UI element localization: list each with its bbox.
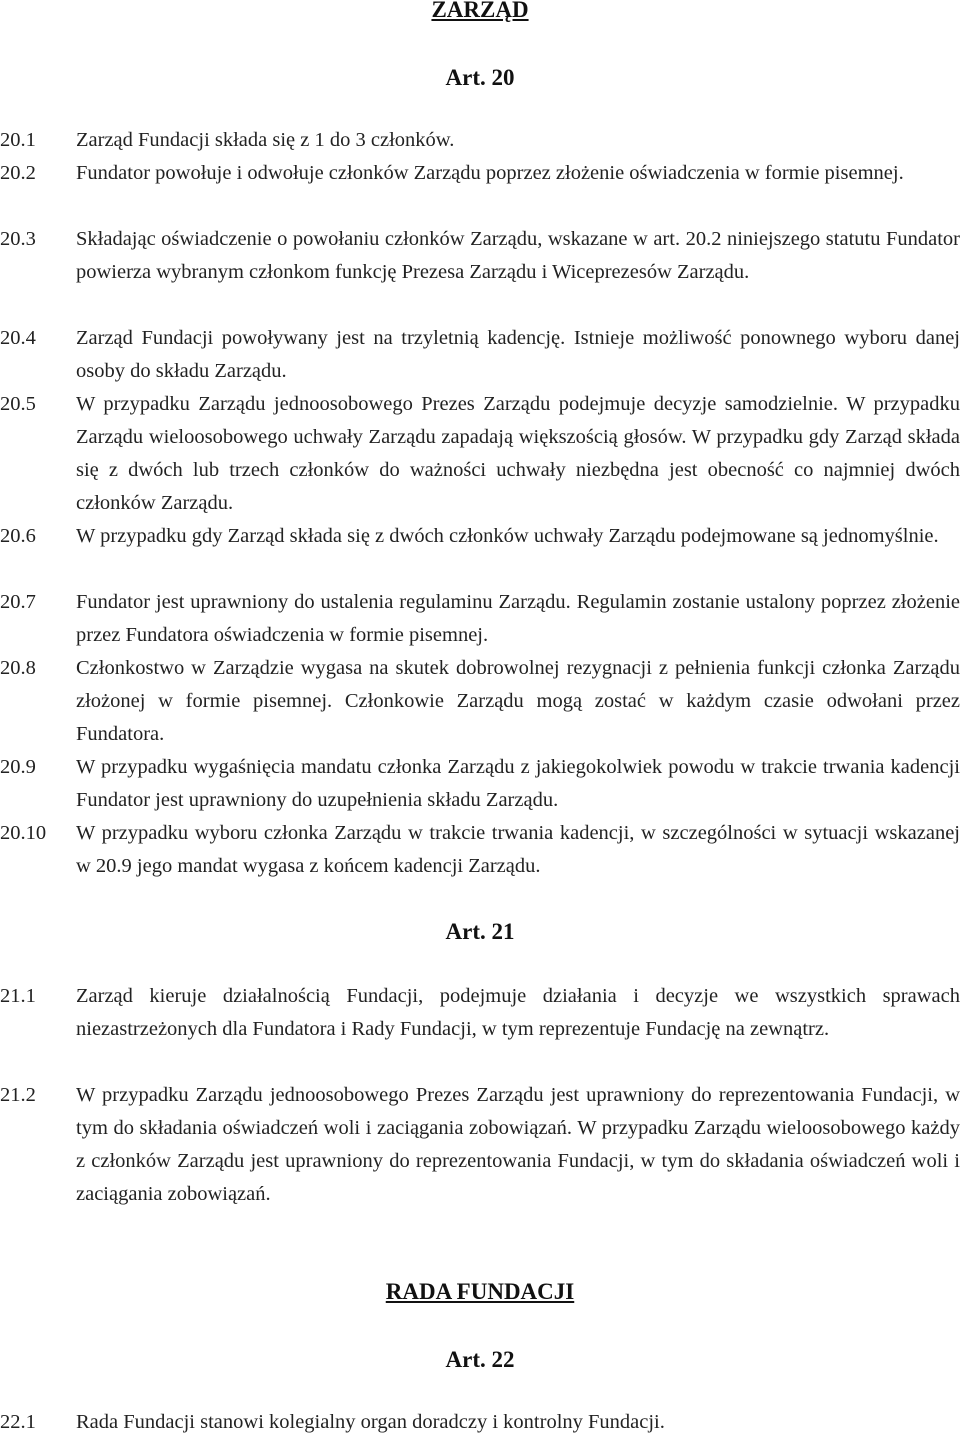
paragraph-text: W przypadku Zarządu jednoosobowego Prezes Zarządu jest uprawniony do reprezentowania Fundacji, w tym do składania oświadczeń woli i zaciągania zobowiązań. W przypadku Zarządu wieloosobowego każdy z członków Zarządu jest uprawniony do reprezentowania Fundacji, w tym do składania oświadczeń woli i zaciągania zobowiązań. [76, 1084, 960, 1205]
paragraph-text: Składając oświadczenie o powołaniu członków Zarządu, wskazane w art. 20.2 niniejszego statutu Fundator powierza wybranym członkom funkcję Prezesa Zarządu i Wiceprezesów Zarządu. [76, 228, 960, 283]
article-title-21: Art. 21 [445, 919, 515, 944]
paragraph-text: Zarząd Fundacji składa się z 1 do 3 członków. [76, 129, 455, 151]
paragraph-text: W przypadku wygaśnięcia mandatu członka Zarządu z jakiegokolwiek powodu w trakcie trwania kadencji Fundator jest uprawniony do uzupełnienia składu Zarządu. [76, 756, 960, 811]
paragraph-number: 20.4 [0, 327, 36, 349]
paragraph-text: Członkostwo w Zarządzie wygasa na skutek dobrowolnej rezygnacji z pełnienia funkcji członka Zarządu złożonej w formie pisemnej. Członkowie Zarządu mogą zostać w każdym czasie odwołani przez Fundatora. [76, 657, 960, 745]
paragraph-number: 21.1 [0, 985, 36, 1007]
paragraph-text: W przypadku wyboru członka Zarządu w trakcie trwania kadencji, w szczególności w sytuacji wskazanej w 20.9 jego mandat wygasa z końcem kadencji Zarządu. [76, 822, 960, 877]
paragraph-number: 20.7 [0, 591, 36, 613]
paragraph-number: 20.6 [0, 525, 36, 547]
paragraph-text: Fundator jest uprawniony do ustalenia regulaminu Zarządu. Regulamin zostanie ustalony poprzez złożenie przez Fundatora oświadczenia w formie pisemnej. [76, 591, 960, 646]
paragraph-number: 20.1 [0, 129, 36, 151]
section-title-rada-fundacji: RADA FUNDACJI [385, 1279, 575, 1304]
paragraph-21-2 [0, 1079, 960, 1211]
paragraph-text: Zarząd Fundacji powoływany jest na trzyletnią kadencję. Istnieje możliwość ponownego wyboru danej osoby do składu Zarządu. [76, 327, 960, 382]
paragraph-22-1 [0, 1406, 960, 1439]
paragraph-text: W przypadku Zarządu jednoosobowego Prezes Zarządu podejmuje decyzje samodzielnie. W przypadku Zarządu wieloosobowego uchwały Zarządu zapadają większością głosów. W przypadku gdy Zarząd składa się z dwóch lub trzech członków do ważności uchwały niezbędna jest obecność co najmniej dwóch członków Zarządu. [76, 393, 960, 514]
paragraph-text: W przypadku gdy Zarząd składa się z dwóch członków uchwały Zarządu podejmowane są jednomyślnie. [76, 525, 939, 547]
article-title-20: Art. 20 [445, 65, 515, 90]
paragraph-number: 20.5 [0, 393, 36, 415]
paragraph-number: 20.10 [0, 822, 47, 844]
paragraph-20-6 [0, 520, 960, 553]
article-title-22: Art. 22 [445, 1347, 515, 1372]
paragraph-number: 20.9 [0, 756, 36, 778]
paragraph-number: 20.3 [0, 228, 36, 250]
paragraph-20-1 [0, 124, 960, 157]
paragraph-text: Fundator powołuje i odwołuje członków Zarządu poprzez złożenie oświadczenia w formie pisemnej. [76, 162, 904, 184]
paragraph-20-10 [0, 817, 960, 883]
paragraph-number: 20.8 [0, 657, 36, 679]
paragraph-21-1 [0, 980, 960, 1046]
section-title-zarzad: ZARZĄD [431, 0, 529, 22]
paragraph-20-5 [0, 388, 960, 520]
paragraph-20-3 [0, 223, 960, 289]
paragraph-number: 22.1 [0, 1411, 36, 1433]
paragraph-number: 20.2 [0, 162, 36, 184]
paragraph-text: Zarząd kieruje działalnością Fundacji, podejmuje działania i decyzje we wszystkich sprawach niezastrzeżonych dla Fundatora i Rady Fundacji, w tym reprezentuje Fundację na zewnątrz. [76, 985, 960, 1040]
paragraph-20-9 [0, 751, 960, 817]
paragraph-20-8 [0, 652, 960, 751]
paragraph-text: Rada Fundacji stanowi kolegialny organ doradczy i kontrolny Fundacji. [76, 1411, 665, 1433]
paragraph-20-4 [0, 322, 960, 388]
paragraph-20-7 [0, 586, 960, 652]
paragraph-number: 21.2 [0, 1084, 36, 1106]
paragraph-20-2 [0, 157, 960, 190]
